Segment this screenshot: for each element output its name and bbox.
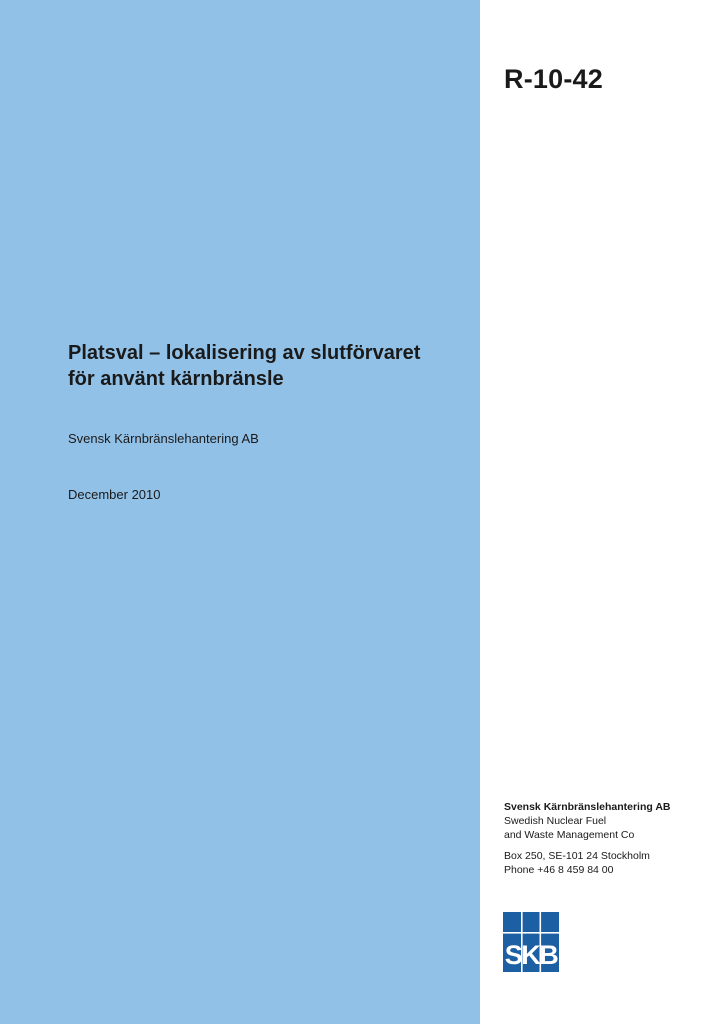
skb-logo-text: SKB	[504, 940, 558, 970]
report-number: R-10-42	[504, 64, 603, 94]
publisher-spacer	[504, 842, 671, 849]
publisher-english-name-line-2: and Waste Management Co	[504, 829, 635, 841]
report-title-line-2: för använt kärnbränsle	[68, 368, 284, 390]
skb-logo-divider-3	[503, 932, 559, 934]
publisher-phone: Phone +46 8 459 84 00	[504, 864, 614, 876]
report-author: Svensk Kärnbränslehantering AB	[68, 431, 259, 446]
skb-logo-graphic	[503, 912, 559, 972]
report-date: December 2010	[68, 487, 161, 502]
report-title-line-1: Platsval – lokalisering av slutförvaret	[68, 342, 421, 364]
publisher-english-name-line-1: Swedish Nuclear Fuel	[504, 815, 607, 827]
report-title	[68, 340, 468, 392]
skb-logo-icon	[503, 912, 559, 972]
publisher-address: Box 250, SE-101 24 Stockholm	[504, 850, 650, 862]
publisher-block	[504, 800, 671, 877]
publisher-name: Svensk Kärnbränslehantering AB	[504, 801, 671, 813]
